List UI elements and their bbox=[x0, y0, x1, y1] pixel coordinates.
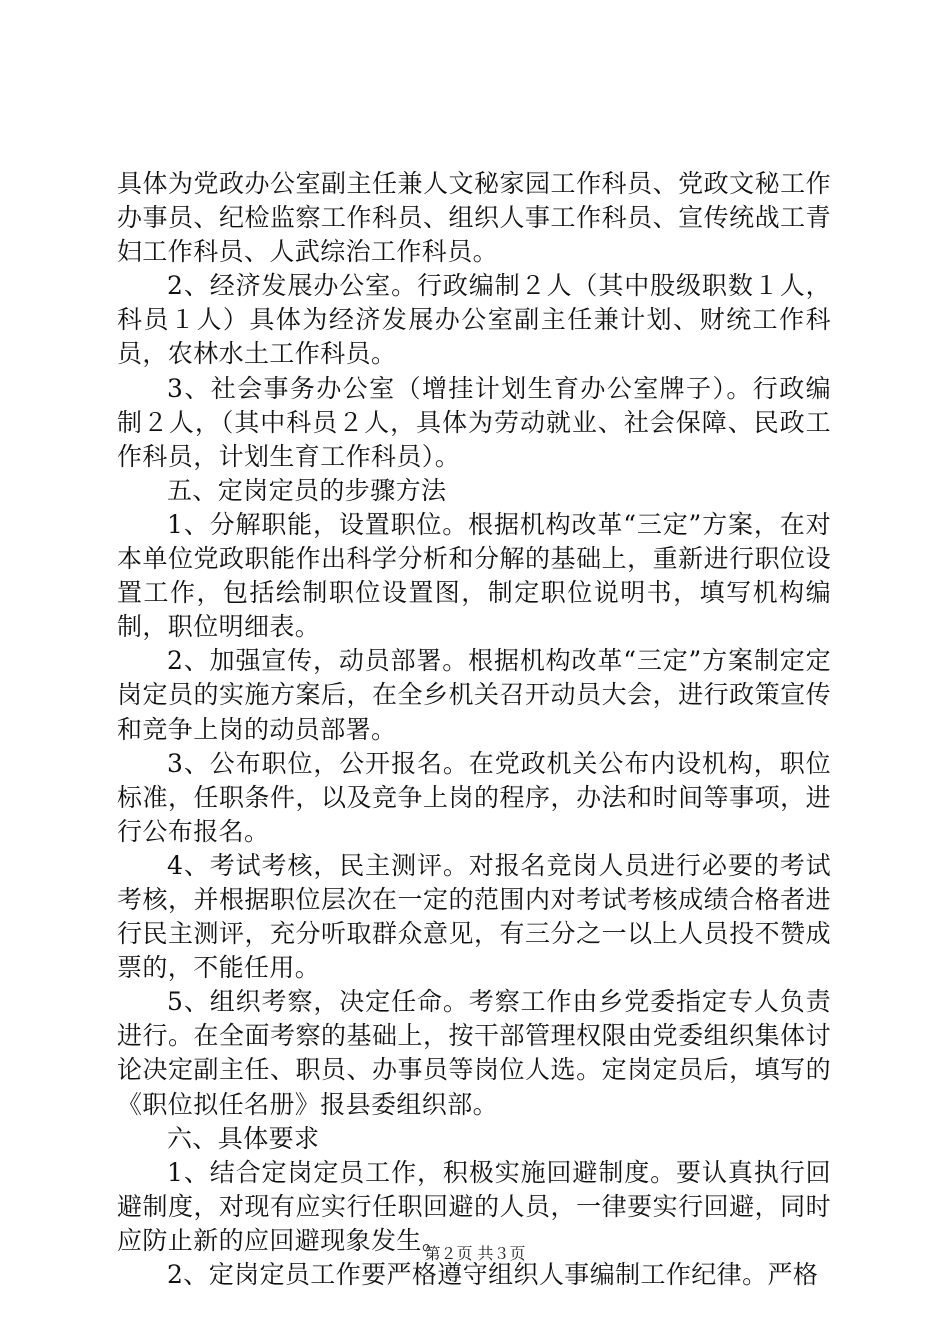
paragraph: 3、社会事务办公室（增挂计划生育办公室牌子）。行政编制２人，（其中科员２人，具体为劳动就业、社会保障、民政工作科员，计划生育工作科员）。 bbox=[117, 373, 831, 471]
paragraph: 1、分解职能，设置职位。根据机构改革“三定”方案，在对本单位党政职能作出科学分析和分解的基础上，重新进行职位设置工作，包括绘制职位设置图，制定职位说明书，填写机构编制，职位明细表。 bbox=[117, 509, 831, 642]
paragraph: 具体为党政办公室副主任兼人文秘家园工作科员、党政文秘工作办事员、纪检监察工作科员、组织人事工作科员、宣传统战工青妇工作科员、人武综治工作科员。 bbox=[117, 169, 831, 267]
section-heading: 五、定岗定员的步骤方法 bbox=[167, 475, 447, 505]
paragraph: 1、结合定岗定员工作，积极实施回避制度。要认真执行回避制度，对现有应实行任职回避的人员，一律要实行回避，同时应防止新的应回避现象发生。 bbox=[117, 1157, 831, 1255]
document-body bbox=[117, 167, 831, 1292]
section-heading: 六、具体要求 bbox=[167, 1123, 320, 1153]
paragraph: 5、组织考察，决定任命。考察工作由乡党委指定专人负责进行。在全面考察的基础上，按干部管理权限由党委组织集体讨论决定副主任、职员、办事员等岗位人选。定岗定员后，填写的《职位拟任名册》报县委组织部。 bbox=[117, 987, 831, 1119]
paragraph: 2、加强宣传，动员部署。根据机构改革“三定”方案制定定岗定员的实施方案后，在全乡机关召开动员大会，进行政策宣传和竞争上岗的动员部署。 bbox=[117, 646, 831, 744]
page-number: 第２页 共３页 bbox=[424, 1244, 526, 1263]
paragraph: 3、公布职位，公开报名。在党政机关公布内设机构，职位标准，任职条件，以及竞争上岗的程序，办法和时间等事项，进行公布报名。 bbox=[117, 748, 831, 846]
paragraph: 2、经济发展办公室。行政编制２人（其中股级职数１人，科员１人）具体为经济发展办公室副主任兼计划、财统工作科员，农林水土工作科员。 bbox=[117, 271, 831, 369]
paragraph: 4、考试考核，民主测评。对报名竞岗人员进行必要的考试考核，并根据职位层次在一定的范围内对考试考核成绩合格者进行民主测评，充分听取群众意见，有三分之一以上人员投不赞成票的，不能任用。 bbox=[117, 850, 831, 983]
paragraph: 2、定岗定员工作要严格遵守组织人事编制工作纪律。严格 bbox=[167, 1260, 819, 1289]
